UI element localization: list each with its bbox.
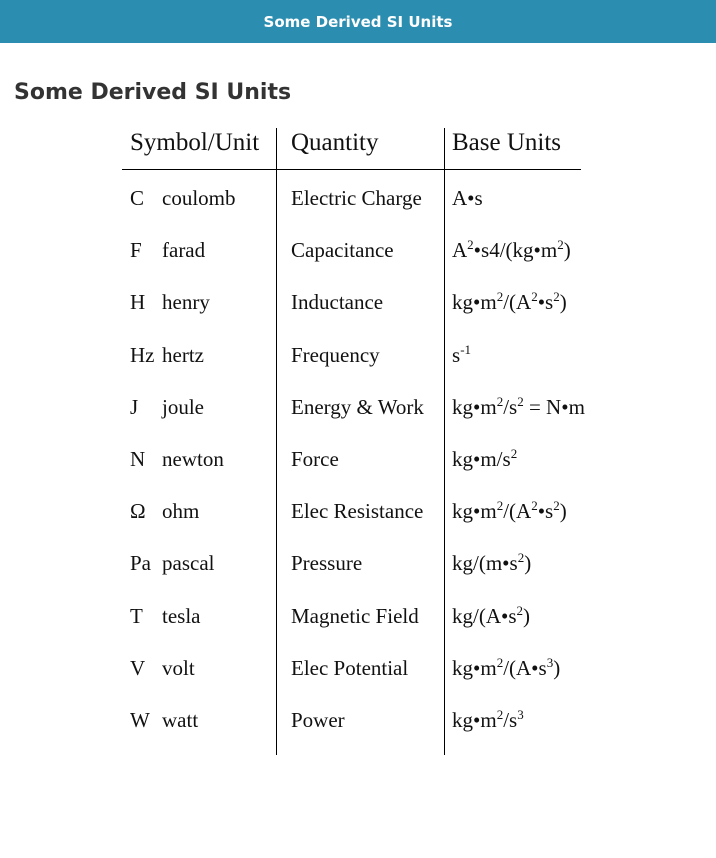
unit-name: watt	[162, 708, 199, 732]
unit-name: henry	[162, 290, 210, 315]
unit-symbol: N	[130, 447, 146, 471]
table-row	[122, 496, 602, 526]
base-units-cell: $kg•m^2/(A•s^3)$	[452, 654, 561, 680]
quantity-cell: Frequency	[291, 342, 380, 367]
quantity-cell: Elec Potential	[291, 655, 409, 680]
page-title: Some Derived SI Units	[14, 80, 292, 105]
unit-symbol: W	[130, 708, 150, 732]
symbol-unit-cell	[130, 548, 214, 578]
unit-name: newton	[162, 447, 224, 471]
table-row	[122, 601, 602, 631]
quantity-cell: Force	[291, 447, 339, 471]
base-units-cell: $kg/(m•s^2)$	[452, 550, 532, 576]
unit-symbol: F	[130, 238, 142, 263]
quantity-cell: Power	[291, 708, 345, 732]
table-row	[122, 705, 602, 735]
table-row	[122, 287, 602, 317]
table-row	[122, 340, 602, 370]
unit-name: tesla	[162, 603, 201, 628]
base-units-cell: $s^{-1}$	[452, 341, 472, 367]
symbol-unit-cell	[130, 287, 210, 317]
symbol-unit-cell	[130, 496, 199, 526]
base-units-cell: A•s	[452, 186, 483, 210]
quantity-cell: Energy & Work	[291, 394, 424, 419]
base-units-cell: $kg•m/s^2$	[452, 446, 518, 471]
symbol-unit-cell	[130, 340, 204, 370]
quantity-cell: Inductance	[291, 290, 384, 315]
table-row	[122, 653, 602, 683]
header-rule	[122, 169, 581, 170]
symbol-unit-cell	[130, 601, 200, 631]
unit-symbol: T	[130, 603, 143, 628]
symbol-unit-cell	[130, 183, 236, 213]
base-units-cell: $kg/(A•s^2)$	[452, 602, 531, 628]
unit-symbol: Ω	[130, 499, 146, 524]
symbol-unit-cell	[130, 392, 204, 422]
base-units-cell: $kg•m^2/s^2$ = N•m	[452, 393, 585, 419]
unit-name: pascal	[162, 551, 215, 576]
unit-symbol: Pa	[130, 551, 151, 576]
base-units-cell: $kg•m^2/(A^2•s^2)$	[452, 498, 567, 524]
quantity-cell: Capacitance	[291, 238, 394, 263]
symbol-unit-cell	[130, 653, 195, 683]
unit-name: volt	[162, 655, 195, 680]
base-units-cell: $kg•m^2/s^3$	[452, 707, 524, 732]
unit-name: farad	[162, 238, 206, 263]
symbol-unit-cell	[130, 444, 224, 474]
symbol-unit-cell	[130, 235, 205, 265]
unit-name: joule	[162, 394, 204, 419]
quantity-cell: Magnetic Field	[291, 603, 419, 628]
table-row	[122, 548, 602, 578]
table-row	[122, 392, 602, 422]
unit-symbol: J	[130, 394, 139, 419]
quantity-cell: Electric Charge	[291, 186, 422, 210]
table-row	[122, 235, 602, 265]
unit-name: coulomb	[162, 186, 236, 210]
header-base-units: Base Units	[452, 129, 562, 156]
unit-symbol: H	[130, 290, 146, 315]
quantity-cell: Elec Resistance	[291, 499, 424, 524]
app-bar-title: Some Derived SI Units	[263, 12, 453, 31]
app-bar	[0, 0, 716, 43]
unit-symbol: Hz	[130, 342, 155, 367]
header-symbol-unit: Symbol/Unit	[130, 129, 260, 156]
si-units-table	[122, 128, 602, 755]
base-units-cell: $A^2•s4/(kg•m^2)$	[452, 237, 571, 263]
unit-symbol: V	[130, 655, 146, 680]
table-row	[122, 444, 602, 474]
unit-name: hertz	[162, 342, 204, 367]
unit-name: ohm	[162, 499, 200, 524]
header-quantity: Quantity	[291, 129, 379, 156]
symbol-unit-cell	[130, 705, 198, 735]
table-row	[122, 183, 602, 213]
unit-symbol: C	[130, 186, 145, 210]
base-units-cell: $kg•m^2/(A^2•s^2)$	[452, 289, 567, 315]
quantity-cell: Pressure	[291, 551, 363, 576]
